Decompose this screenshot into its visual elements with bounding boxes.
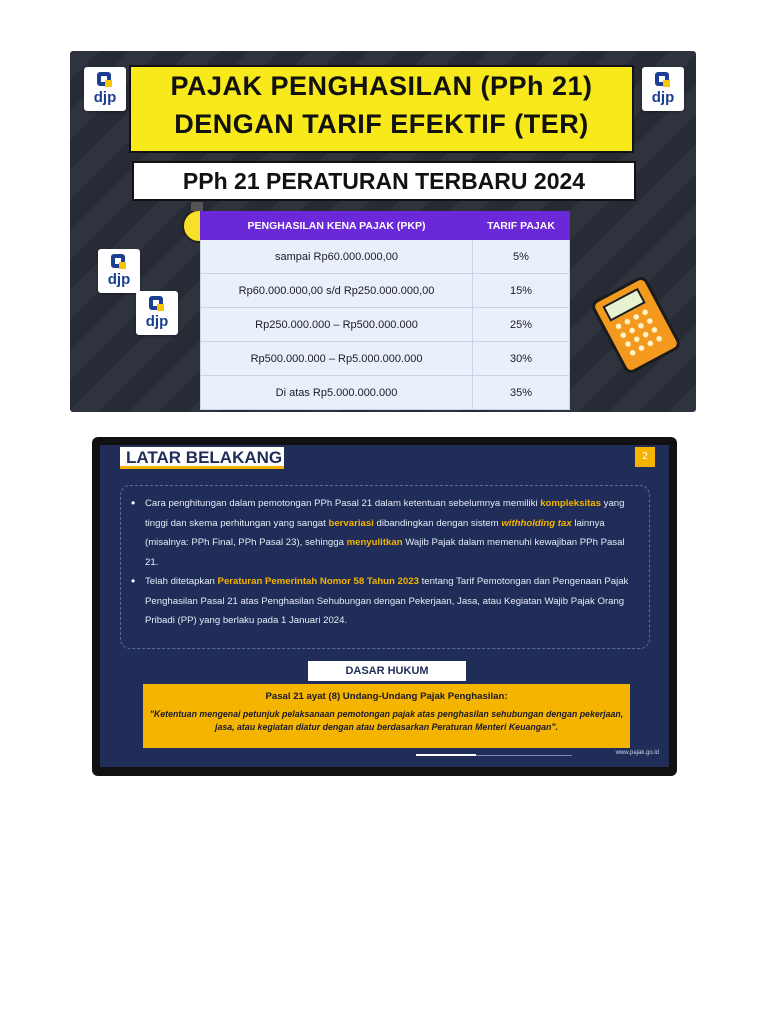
legal-basis-label: DASAR HUKUM	[308, 661, 466, 681]
latar-belakang-slide	[92, 437, 677, 776]
footer-divider	[416, 754, 476, 756]
bullet-item	[145, 494, 637, 572]
highlight-text: withholding tax	[501, 517, 572, 529]
djp-logo-icon: djp	[98, 249, 140, 293]
rate-cell: 15%	[473, 274, 570, 308]
djp-logo-icon: djp	[84, 67, 126, 111]
pkp-cell: Rp500.000.000 – Rp5.000.000.000	[201, 342, 473, 376]
title-banner	[129, 65, 634, 153]
table-row	[201, 308, 570, 342]
subtitle-banner: PPh 21 PERATURAN TERBARU 2024	[132, 161, 636, 201]
pkp-cell: Rp250.000.000 – Rp500.000.000	[201, 308, 473, 342]
slide-body	[100, 445, 669, 767]
table-row	[201, 342, 570, 376]
rate-cell: 35%	[473, 376, 570, 410]
highlight-text: menyulitkan	[346, 537, 403, 548]
bullet-text: Cara penghitungan dalam pemotongan PPh Pasal 21 dalam ketentuan sebelumnya memiliki	[145, 498, 541, 509]
title-line-1: PAJAK PENGHASILAN (PPh 21)	[170, 71, 593, 101]
quote-body: "Ketentuan mengenai petunjuk pelaksanaan pemotongan pajak atas penghasilan sehubungan dengan pekerjaan, jasa, atau kegiatan diatur dengan atau berdasarkan Peraturan Menteri Keuangan".	[149, 709, 624, 732]
bullet-item	[145, 572, 637, 631]
background-content-box	[120, 485, 650, 649]
pph21-ter-slide	[70, 51, 696, 412]
rate-cell: 30%	[473, 342, 570, 376]
column-header-pkp: PENGHASILAN KENA PAJAK (PKP)	[201, 212, 473, 240]
bullet-text: tentang Tarif Pemotongan dan Pengenaan Pajak Penghasilan Pasal 21 atas Penghasilan Sehubungan dengan Pekerjaan, Jasa, atau Kegiatan Wajib Pajak Orang Pribadi (PP) yang berlaku pada 1 Januari 2024.	[145, 576, 629, 626]
title-line-2: DENGAN TARIF EFEKTIF (TER)	[174, 109, 589, 139]
table-header-row	[201, 212, 570, 240]
section-header: LATAR BELAKANG	[120, 447, 284, 469]
page-number-badge: 2	[635, 447, 655, 467]
legal-quote-box	[143, 684, 630, 748]
pkp-cell: sampai Rp60.000.000,00	[201, 240, 473, 274]
pkp-cell: Rp60.000.000,00 s/d Rp250.000.000,00	[201, 274, 473, 308]
bullet-text: Telah ditetapkan	[145, 576, 218, 587]
column-header-rate: TARIF PAJAK	[473, 212, 570, 240]
rate-cell: 25%	[473, 308, 570, 342]
table-row	[201, 274, 570, 308]
bullet-text: dibandingkan dengan sistem	[373, 517, 502, 529]
highlight-text: Peraturan Pemerintah Nomor 58 Tahun 2023	[217, 576, 419, 587]
bullet-text: yang tinggi dan skema perhitungan yang sangat	[145, 498, 625, 529]
bullet-text: lainnya (misalnya: PPh Final, PPh Pasal 23), sehingga	[145, 517, 605, 548]
rate-cell: 5%	[473, 240, 570, 274]
highlight-text: kompleksitas	[540, 498, 601, 509]
website-label: www.pajak.go.id	[615, 750, 659, 756]
calculator-icon	[589, 274, 682, 376]
table-row	[201, 376, 570, 410]
tax-rate-table	[200, 211, 570, 410]
footer-divider	[476, 755, 572, 756]
table-row	[201, 240, 570, 274]
pkp-cell: Di atas Rp5.000.000.000	[201, 376, 473, 410]
highlight-text: bervariasi	[328, 517, 374, 529]
djp-logo-icon: djp	[136, 291, 178, 335]
bullet-text: Wajib Pajak dalam memenuhi kewajiban PPh Pasal 21.	[145, 537, 625, 568]
quote-title: Pasal 21 ayat (8) Undang-Undang Pajak Penghasilan:	[265, 691, 508, 702]
djp-logo-icon: djp	[642, 67, 684, 111]
